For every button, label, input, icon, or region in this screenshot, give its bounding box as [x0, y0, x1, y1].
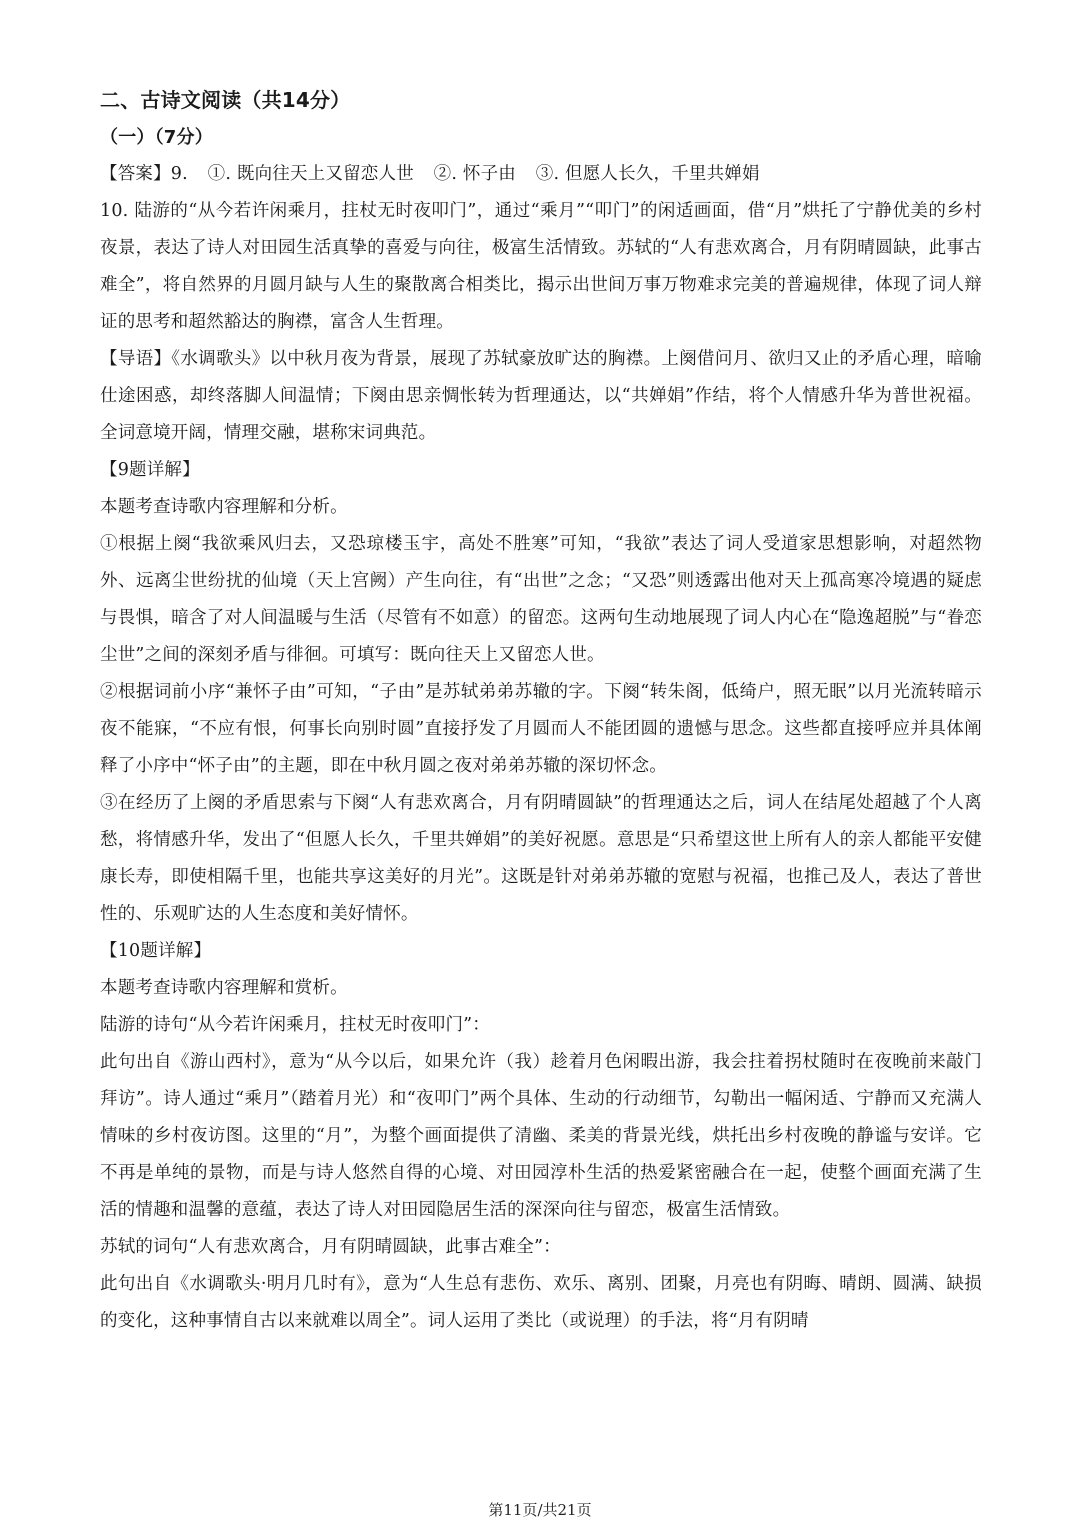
subsection-title: （一）（7分）: [100, 127, 213, 148]
intro-paragraph: 【导语】《水调歌头》以中秋月夜为背景，展现了苏轼豪放旷达的胸襟。上阕借问月、欲归又止的矛盾心理，暗喻仕途困惑，却终落脚人间温情；下阕由思亲惆怅转为哲理通达，以“共婵娟”作结，将个人情感升华为普世祝福。全词意境开阔，情理交融，堪称宋词典范。: [100, 349, 982, 443]
q9-heading: 【9题详解】: [100, 460, 200, 480]
q10-su-line: 苏轼的词句“人有悲欢离合，月有阴晴圆缺，此事古难全”：: [100, 1237, 561, 1257]
q10-lead: 本题考查诗歌内容理解和赏析。: [100, 978, 348, 998]
page-footer: 第11页/共21页: [488, 1501, 592, 1519]
answer-item-2: ②. 怀子由: [433, 164, 516, 184]
answer-prefix: 【答案】9.: [100, 164, 188, 184]
page-content: [100, 82, 982, 1340]
q10-heading: 【10题详解】: [100, 941, 212, 961]
answer-line: [100, 156, 982, 193]
q10-lu-line: 陆游的诗句“从今若许闲乘月，拄杖无时夜叩门”：: [100, 1015, 490, 1035]
q10-answer-paragraph: 10. 陆游的“从今若许闲乘月，拄杖无时夜叩门”，通过“乘月”“叩门”的闲适画面，借“月”烘托了宁静优美的乡村夜景，表达了诗人对田园生活真挚的喜爱与向往，极富生活情致。苏轼的“人有悲欢离合，月有阴晴圆缺，此事古难全”，将自然界的月圆月缺与人生的聚散离合相类比，揭示出世间万事万物难求完美的普遍规律，体现了词人辩证的思考和超然豁达的胸襟，富含人生哲理。: [100, 201, 982, 332]
q9-lead: 本题考查诗歌内容理解和分析。: [100, 497, 348, 517]
q9-paragraph-1: ①根据上阕“我欲乘风归去，又恐琼楼玉宇，高处不胜寒”可知，“我欲”表达了词人受道家思想影响，对超然物外、远离尘世纷扰的仙境（天上宫阙）产生向往，有“出世”之念；“又恐”则透露出他对天上孤高寒冷境遇的疑虑与畏惧，暗含了对人间温暖与生活（尽管有不如意）的留恋。这两句生动地展现了词人内心在“隐逸超脱”与“眷恋尘世”之间的深刻矛盾与徘徊。可填写：既向往天上又留恋人世。: [100, 534, 982, 665]
q9-paragraph-3: ③在经历了上阕的矛盾思索与下阕“人有悲欢离合，月有阴晴圆缺”的哲理通达之后，词人在结尾处超越了个人离愁，将情感升华，发出了“但愿人长久，千里共婵娟”的美好祝愿。意思是“只希望这世上所有人的亲人都能平安健康长寿，即使相隔千里，也能共享这美好的月光”。这既是针对弟弟苏辙的宽慰与祝福，也推己及人，表达了普世性的、乐观旷达的人生态度和美好情怀。: [100, 793, 982, 924]
answer-item-1: ①. 既向往天上又留恋人世: [207, 164, 414, 184]
section-title: 二、古诗文阅读（共14分）: [100, 88, 351, 112]
q10-lu-paragraph: 此句出自《游山西村》，意为“从今以后，如果允许（我）趁着月色闲暇出游，我会拄着拐杖随时在夜晚前来敲门拜访”。诗人通过“乘月”（踏着月光）和“夜叩门”两个具体、生动的行动细节，勾勒出一幅闲适、宁静而又充满人情味的乡村夜访图。这里的“月”，为整个画面提供了清幽、柔美的背景光线，烘托出乡村夜晚的静谧与安详。它不再是单纯的景物，而是与诗人悠然自得的心境、对田园淳朴生活的热爱紧密融合在一起，使整个画面充满了生活的情趣和温馨的意蕴，表达了诗人对田园隐居生活的深深向往与留恋，极富生活情致。: [100, 1052, 982, 1220]
q9-paragraph-2: ②根据词前小序“兼怀子由”可知，“子由”是苏轼弟弟苏辙的字。下阕“转朱阁，低绮户，照无眠”以月光流转暗示夜不能寐，“不应有恨，何事长向别时圆”直接抒发了月圆而人不能团圆的遗憾与思念。这些都直接呼应并具体阐释了小序中“怀子由”的主题，即在中秋月圆之夜对弟弟苏辙的深切怀念。: [100, 682, 982, 776]
answer-item-3: ③. 但愿人长久，千里共婵娟: [535, 164, 760, 184]
q10-su-paragraph: 此句出自《水调歌头·明月几时有》，意为“人生总有悲伤、欢乐、离别、团聚，月亮也有阴晦、晴朗、圆满、缺损的变化，这种事情自古以来就难以周全”。词人运用了类比（或说理）的手法，将“月有阴晴: [100, 1274, 982, 1331]
